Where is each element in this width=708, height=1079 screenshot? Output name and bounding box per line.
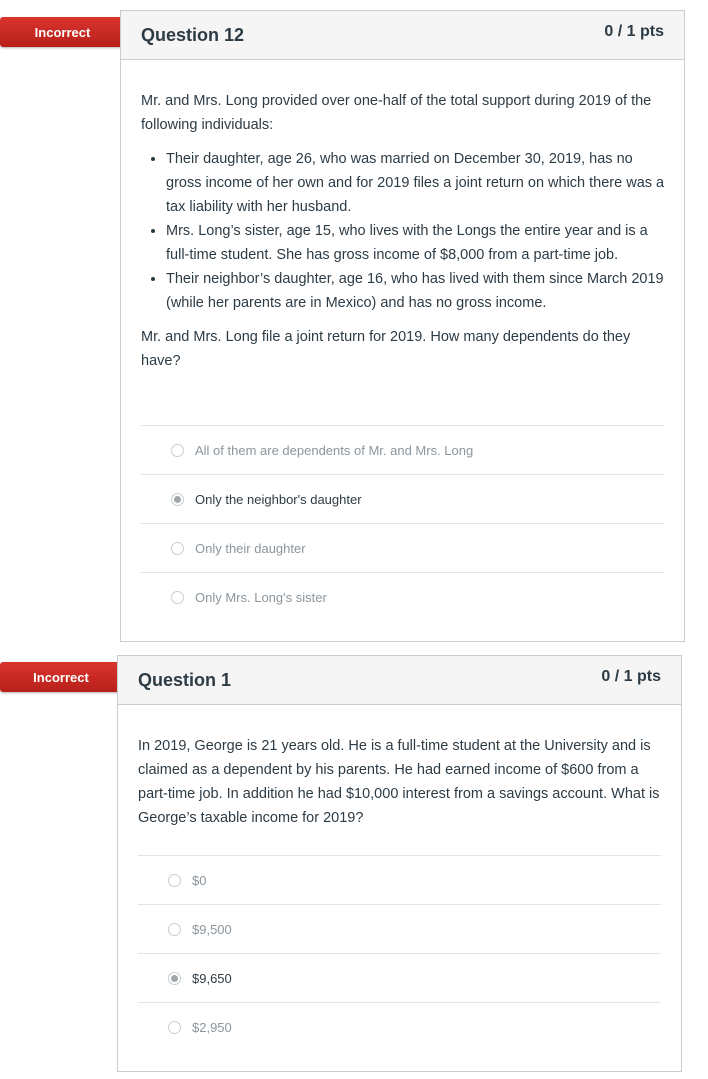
radio-button[interactable] (168, 874, 181, 887)
answer-option[interactable] (138, 953, 661, 1002)
answer-option[interactable] (138, 904, 661, 953)
list-item: • Their neighbor’s daughter, age 16, who has lived with them since March 2019 (while her parents are in Mexico) and has no gross income. (166, 267, 666, 315)
incorrect-flag (0, 662, 132, 692)
incorrect-label: Incorrect (0, 17, 125, 47)
question-intro: In 2019, George is 21 years old. He is a full-time student at the University and is claimed as a dependent by his parents. He had earned income of $600 from a part-time job. In addition he had $10,000 interest from a savings account. What is George’s taxable income for 2019? (138, 738, 660, 826)
answer-option[interactable] (138, 855, 661, 904)
question-bullet-list (141, 147, 666, 315)
question-header (118, 656, 681, 705)
list-item: • Their daughter, age 26, who was married on December 30, 2019, has no gross income of her own and for 2019 files a joint return on which there was a tax liability with her husband. (166, 147, 666, 219)
answer-list (141, 425, 664, 621)
incorrect-flag (0, 17, 135, 47)
question-card (120, 10, 685, 642)
incorrect-label: Incorrect (0, 662, 122, 692)
question-title: Question 1 (138, 670, 232, 690)
answer-label: Only the neighbor's daughter (195, 491, 362, 507)
answer-list (138, 855, 661, 1051)
radio-button[interactable] (171, 444, 184, 457)
question-title: Question 12 (141, 25, 245, 45)
question-outro: Mr. and Mrs. Long file a joint return for 2019. How many dependents do they have? (141, 329, 631, 369)
radio-button-selected[interactable] (171, 493, 184, 506)
answer-option[interactable] (141, 425, 664, 474)
answer-label: $9,650 (192, 970, 232, 986)
question-intro: Mr. and Mrs. Long provided over one-half of the total support during 2019 of the following individuals: (141, 93, 652, 133)
answer-option[interactable] (141, 474, 664, 523)
answer-label: All of them are dependents of Mr. and Mrs. Long (195, 442, 474, 458)
radio-button[interactable] (168, 923, 181, 936)
radio-button[interactable] (171, 591, 184, 604)
answer-label: $2,950 (192, 1019, 232, 1035)
radio-button[interactable] (171, 542, 184, 555)
answer-option[interactable] (138, 1002, 661, 1051)
question-points: 0 / 1 pts (601, 668, 661, 685)
answer-label: Only their daughter (195, 540, 306, 556)
radio-button-selected[interactable] (168, 972, 181, 985)
answer-option[interactable] (141, 523, 664, 572)
question-points: 0 / 1 pts (604, 23, 664, 40)
answer-label: $0 (192, 872, 207, 888)
question-card (117, 655, 682, 1072)
answer-option[interactable] (141, 572, 664, 621)
radio-button[interactable] (168, 1021, 181, 1034)
answer-label: $9,500 (192, 921, 232, 937)
question-text (141, 89, 666, 373)
list-item: • Mrs. Long’s sister, age 15, who lives with the Longs the entire year and is a full-time student. She has gross income of $8,000 from a part-time job. (166, 219, 666, 267)
answer-label: Only Mrs. Long's sister (195, 589, 327, 605)
question-header (121, 11, 684, 60)
question-text (138, 734, 663, 830)
